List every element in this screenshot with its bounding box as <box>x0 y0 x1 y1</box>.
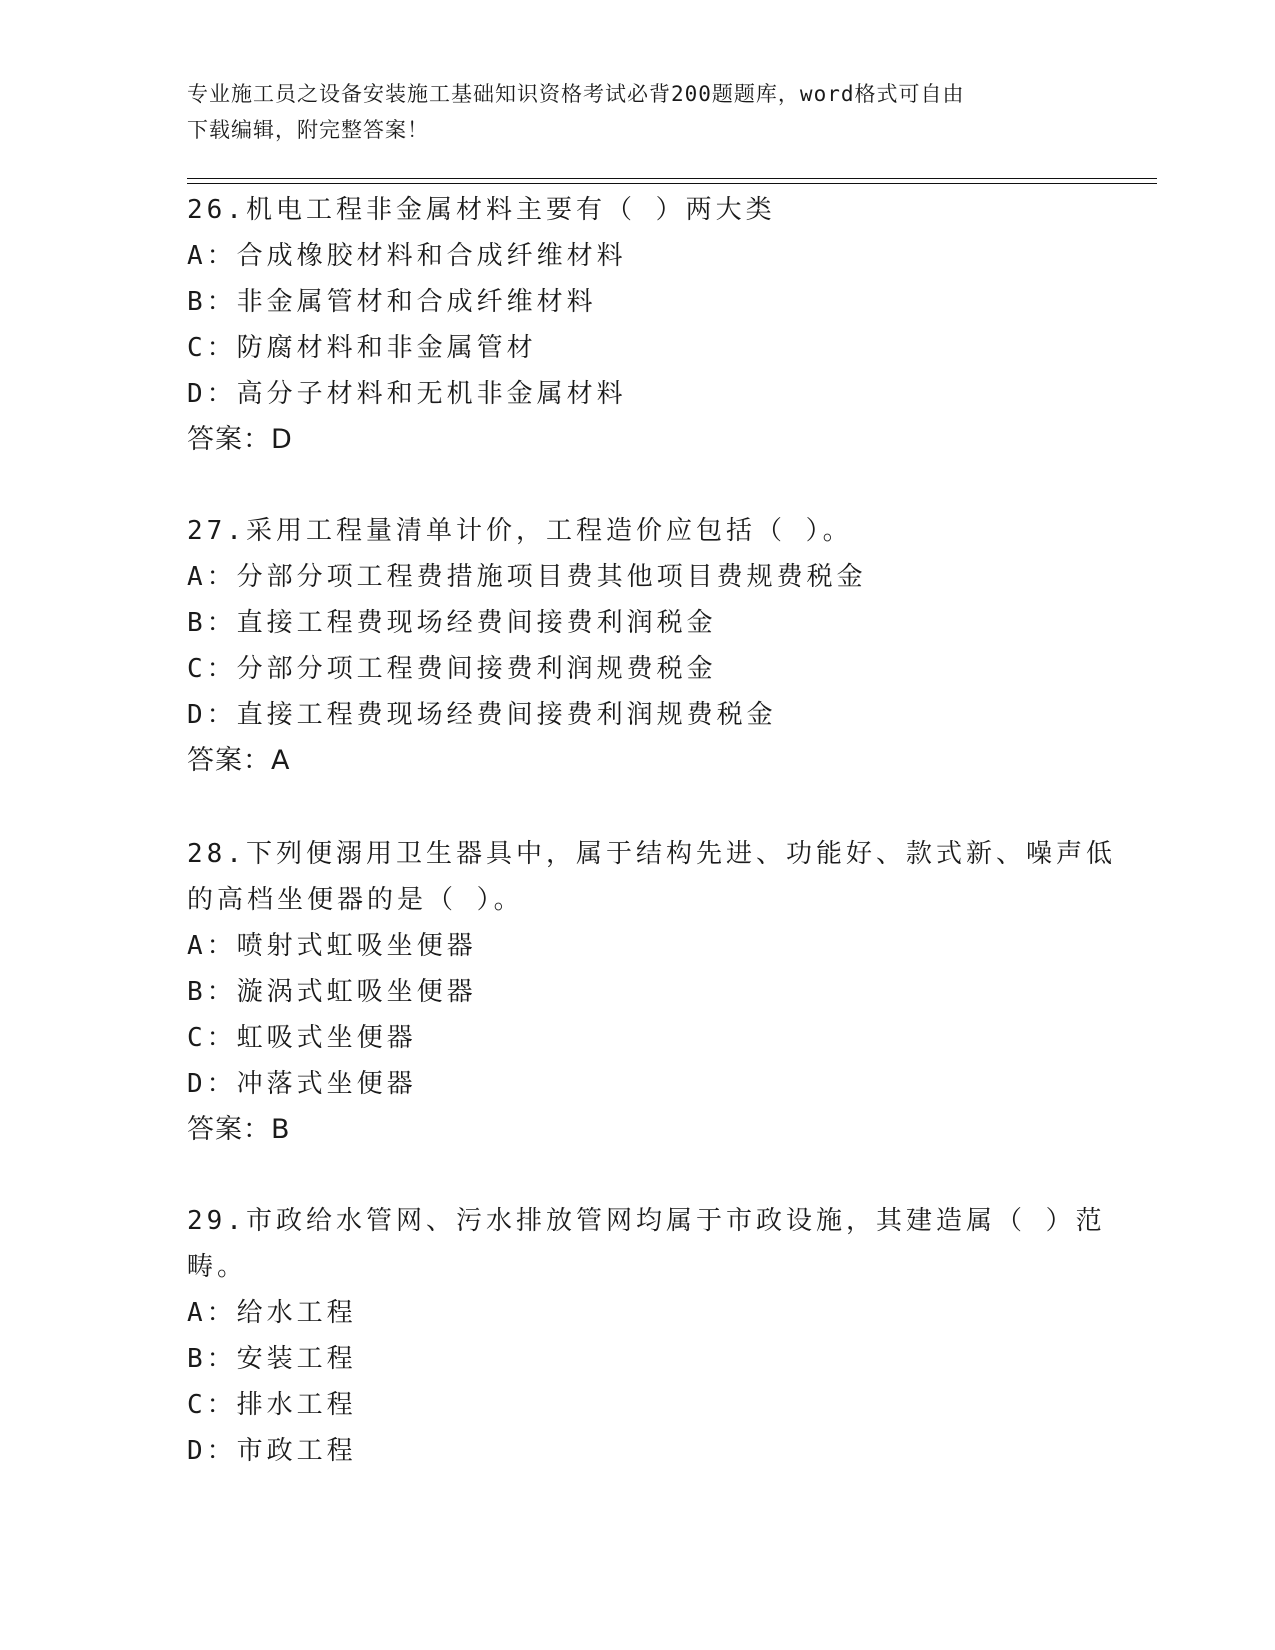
question-stem-line-2: 畴。 <box>187 1252 248 1282</box>
option-c: C：虹吸式坐便器 <box>187 1023 417 1053</box>
document-header <box>187 76 1067 148</box>
option-d: D：冲落式坐便器 <box>187 1069 417 1099</box>
answer: 答案：D <box>187 424 293 455</box>
question-29 <box>187 1198 1106 1474</box>
question-stem: 26.机电工程非金属材料主要有（ ）两大类 <box>187 195 776 225</box>
answer: 答案：A <box>187 745 291 776</box>
option-c: C：分部分项工程费间接费利润规费税金 <box>187 654 717 684</box>
option-a: A：合成橡胶材料和合成纤维材料 <box>187 241 627 271</box>
option-b: B：直接工程费现场经费间接费利润税金 <box>187 608 717 638</box>
option-d: D：直接工程费现场经费间接费利润规费税金 <box>187 700 777 730</box>
option-d: D：市政工程 <box>187 1436 357 1466</box>
header-divider-bottom <box>187 183 1157 184</box>
header-line-2: 下载编辑，附完整答案！ <box>187 118 429 142</box>
header-divider-top <box>187 178 1157 179</box>
question-stem-line-1: 29.市政给水管网、污水排放管网均属于市政设施，其建造属（ ）范 <box>187 1206 1106 1236</box>
question-26 <box>187 187 1087 463</box>
question-28 <box>187 831 1116 1153</box>
option-a: A：给水工程 <box>187 1298 357 1328</box>
question-stem-line-2: 的高档坐便器的是（ ）。 <box>187 885 524 915</box>
question-stem-line-1: 28.下列便溺用卫生器具中，属于结构先进、功能好、款式新、噪声低 <box>187 839 1116 869</box>
option-b: B：非金属管材和合成纤维材料 <box>187 287 597 317</box>
header-line-1: 专业施工员之设备安装施工基础知识资格考试必背200题题库，word格式可自由 <box>187 82 965 106</box>
option-b: B：安装工程 <box>187 1344 357 1374</box>
question-stem: 27.采用工程量清单计价，工程造价应包括（ ）。 <box>187 516 853 546</box>
option-c: C：防腐材料和非金属管材 <box>187 333 537 363</box>
option-d: D：高分子材料和无机非金属材料 <box>187 379 627 409</box>
option-c: C：排水工程 <box>187 1390 357 1420</box>
question-27 <box>187 508 1087 784</box>
answer: 答案：B <box>187 1114 291 1145</box>
option-a: A：喷射式虹吸坐便器 <box>187 931 477 961</box>
option-a: A：分部分项工程费措施项目费其他项目费规费税金 <box>187 562 867 592</box>
option-b: B：漩涡式虹吸坐便器 <box>187 977 477 1007</box>
